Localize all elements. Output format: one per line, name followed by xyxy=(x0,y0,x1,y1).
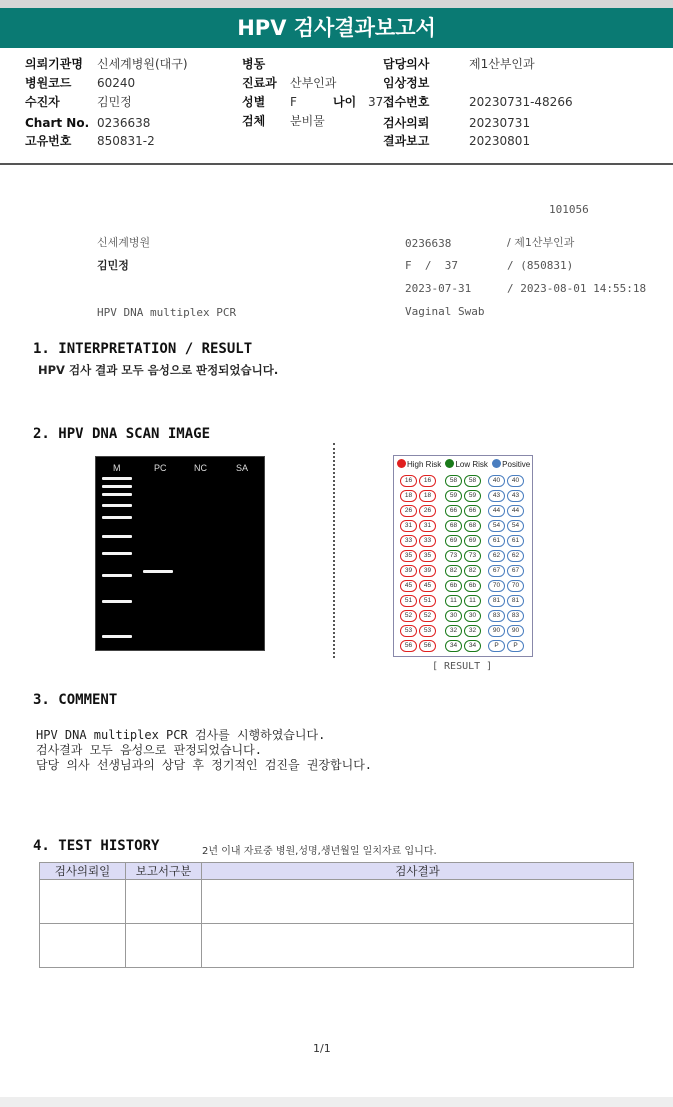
chip-cell: 43 xyxy=(488,490,505,502)
chip-cell: 51 xyxy=(419,595,436,607)
gel-marker-band xyxy=(102,504,132,507)
gel-lane-label: SA xyxy=(236,463,249,473)
header-col2-row: 병동 xyxy=(242,57,266,71)
chip-cell: 30 xyxy=(445,610,462,622)
chip-cell: 45 xyxy=(400,580,417,592)
chip-cell: 53 xyxy=(400,625,417,637)
section-scan-title: 2. HPV DNA SCAN IMAGE xyxy=(33,426,211,442)
gel-pc-band xyxy=(143,570,173,573)
chip-cell: 16 xyxy=(400,475,417,487)
chip-cell: 51 xyxy=(400,595,417,607)
header-age: 나이 37 xyxy=(333,95,384,109)
chip-cell: 83 xyxy=(507,610,524,622)
report-header xyxy=(0,48,673,165)
chip-cell: 35 xyxy=(419,550,436,562)
chip-cell: 26 xyxy=(419,505,436,517)
gel-marker-band xyxy=(102,477,132,480)
header-col2-row: 성별 F xyxy=(242,95,297,109)
table-cell xyxy=(40,880,126,924)
header-col3-row: 결과보고 20230801 xyxy=(383,134,531,148)
header-col1-row: Chart No. 0236638 xyxy=(25,116,151,130)
gel-marker-band xyxy=(102,493,132,496)
chip-cell: 68 xyxy=(445,520,462,532)
header-col2-row: 진료과 산부인과 xyxy=(242,76,337,90)
gel-lane-label: PC xyxy=(154,463,167,473)
header-col1-row: 고유번호 850831-2 xyxy=(25,134,155,148)
chip-cell: 66 xyxy=(464,505,481,517)
info-hospital: 신세계병원 xyxy=(97,236,151,249)
table-cell xyxy=(202,880,634,924)
chip-cell: P xyxy=(507,640,524,652)
gel-marker-band xyxy=(102,600,132,603)
table-row xyxy=(40,924,634,968)
chip-cell: 40 xyxy=(507,475,524,487)
section-comment-title: 3. COMMENT xyxy=(33,692,118,708)
chip-cell: 44 xyxy=(507,505,524,517)
chip-cell: 58 xyxy=(464,475,481,487)
chip-cell: 69 xyxy=(464,535,481,547)
image-divider xyxy=(333,443,335,658)
history-table xyxy=(39,862,634,968)
chip-cell: 40 xyxy=(488,475,505,487)
chip-cell: 67 xyxy=(507,565,524,577)
report-code: 101056 xyxy=(549,203,589,216)
hpv-chip-result xyxy=(393,455,533,657)
chip-cell: 61 xyxy=(507,535,524,547)
low-risk-dot-icon xyxy=(445,459,454,468)
chip-cell: 58 xyxy=(445,475,462,487)
interpretation-result: HPV 검사 결과 모두 음성으로 판정되었습니다. xyxy=(38,363,279,377)
chip-cell: 62 xyxy=(488,550,505,562)
top-strip xyxy=(0,0,673,8)
chip-cell: 44 xyxy=(488,505,505,517)
chip-cell: 31 xyxy=(419,520,436,532)
chip-cell: 26 xyxy=(400,505,417,517)
positive-dot-icon xyxy=(492,459,501,468)
header-col3-row: 검사의뢰 20230731 xyxy=(383,116,531,130)
header-col1-row: 수진자 김민정 xyxy=(25,95,132,109)
chip-cell: 30 xyxy=(464,610,481,622)
history-col-request-date: 검사의뢰일 xyxy=(40,863,126,880)
info-patient: 김민정 xyxy=(97,259,129,272)
header-col3-row: 담당의사 제1산부인과 xyxy=(383,57,535,71)
gel-marker-band xyxy=(102,535,132,538)
chip-cell: 39 xyxy=(400,565,417,577)
chip-cell: 54 xyxy=(507,520,524,532)
chip-cell: 16 xyxy=(419,475,436,487)
gel-image xyxy=(95,456,265,651)
chip-cell: 90 xyxy=(507,625,524,637)
info-date: 2023-07-31 xyxy=(405,282,472,295)
table-cell xyxy=(40,924,126,968)
chip-cell: 56 xyxy=(419,640,436,652)
chip-cell: 62 xyxy=(507,550,524,562)
gel-marker-band xyxy=(102,552,132,555)
high-risk-dot-icon xyxy=(397,459,406,468)
chip-cell: 81 xyxy=(488,595,505,607)
chip-cell: 35 xyxy=(400,550,417,562)
gel-marker-band xyxy=(102,485,132,488)
chip-cell: 11 xyxy=(445,595,462,607)
table-cell xyxy=(202,924,634,968)
history-header-row xyxy=(40,863,634,880)
chip-cell: 59 xyxy=(445,490,462,502)
gel-marker-band xyxy=(102,574,132,577)
chip-cell: 82 xyxy=(445,565,462,577)
header-col2-row: 검체 분비물 xyxy=(242,114,325,128)
chip-caption: [ RESULT ] xyxy=(432,661,493,672)
chip-cell: 34 xyxy=(445,640,462,652)
info-report-datetime: / 2023-08-01 14:55:18 xyxy=(507,282,647,295)
chip-cell: 54 xyxy=(488,520,505,532)
gel-marker-band xyxy=(102,635,132,638)
chip-cell: 39 xyxy=(419,565,436,577)
info-test-name: HPV DNA multiplex PCR xyxy=(97,306,237,319)
chip-cell: 33 xyxy=(400,535,417,547)
chip-cell: 33 xyxy=(419,535,436,547)
comment-text: HPV DNA multiplex PCR 검사를 시행하였습니다. 검사결과 모두 음성으로 판정되었습니다. 담당 의사 선생님과의 상담 후 정기적인 검진을 권장합니다. xyxy=(36,728,373,772)
gel-marker-band xyxy=(102,516,132,519)
chip-cell: 32 xyxy=(445,625,462,637)
chip-cell: 6b xyxy=(445,580,462,592)
gel-lane-label: NC xyxy=(194,463,207,473)
legend-high-risk: High Risk xyxy=(407,460,442,469)
chip-cell: 11 xyxy=(464,595,481,607)
table-cell xyxy=(126,880,202,924)
chip-cell: 61 xyxy=(488,535,505,547)
page-number: 1/1 xyxy=(313,1042,331,1055)
chip-cell: 31 xyxy=(400,520,417,532)
chip-cell: 81 xyxy=(507,595,524,607)
chip-cell: 18 xyxy=(400,490,417,502)
chip-cell: 68 xyxy=(464,520,481,532)
header-col3-row: 임상정보 xyxy=(383,76,430,90)
section-history-title: 4. TEST HISTORY xyxy=(33,838,160,854)
chip-cell: 53 xyxy=(419,625,436,637)
table-cell xyxy=(126,924,202,968)
history-note: 2년 이내 자료중 병원,성명,생년월일 일치자료 입니다. xyxy=(202,846,437,857)
chip-cell: 52 xyxy=(419,610,436,622)
history-col-result: 검사결과 xyxy=(202,863,634,880)
chip-cell: 43 xyxy=(507,490,524,502)
chip-cell: 73 xyxy=(464,550,481,562)
chip-cell: 56 xyxy=(400,640,417,652)
info-sex-age: F / 37 xyxy=(405,259,458,272)
legend-low-risk: Low Risk xyxy=(455,460,488,469)
section-interpretation-title: 1. INTERPRETATION / RESULT xyxy=(33,341,253,357)
chip-cell: 34 xyxy=(464,640,481,652)
chip-cell: 66 xyxy=(445,505,462,517)
chip-cell: 90 xyxy=(488,625,505,637)
gel-lane-label: M xyxy=(113,463,121,473)
header-col1-row: 병원코드 60240 xyxy=(25,76,136,90)
chip-cell: P xyxy=(488,640,505,652)
info-dept: / 제1산부인과 xyxy=(507,236,575,249)
chip-cell: 69 xyxy=(445,535,462,547)
info-birth: / (850831) xyxy=(507,259,574,272)
chip-legend xyxy=(397,459,530,469)
chip-cell: 52 xyxy=(400,610,417,622)
report-title: HPV 검사결과보고서 xyxy=(0,8,673,48)
chip-cell: 67 xyxy=(488,565,505,577)
chip-cell: 45 xyxy=(419,580,436,592)
header-col3-row: 접수번호 20230731-48266 xyxy=(383,95,573,109)
chip-cell: 70 xyxy=(507,580,524,592)
chip-cell: 18 xyxy=(419,490,436,502)
info-specimen: Vaginal Swab xyxy=(405,305,485,318)
chip-cell: 73 xyxy=(445,550,462,562)
table-row xyxy=(40,880,634,924)
chip-cell: 70 xyxy=(488,580,505,592)
chip-cell: 59 xyxy=(464,490,481,502)
header-col1-row: 의뢰기관명 신세계병원(대구) xyxy=(25,57,188,71)
chip-cell: 6b xyxy=(464,580,481,592)
chip-cell: 32 xyxy=(464,625,481,637)
legend-positive: Positive xyxy=(502,460,531,469)
chip-cell: 83 xyxy=(488,610,505,622)
chip-cell: 82 xyxy=(464,565,481,577)
history-col-report-type: 보고서구분 xyxy=(126,863,202,880)
info-chart: 0236638 xyxy=(405,237,452,250)
